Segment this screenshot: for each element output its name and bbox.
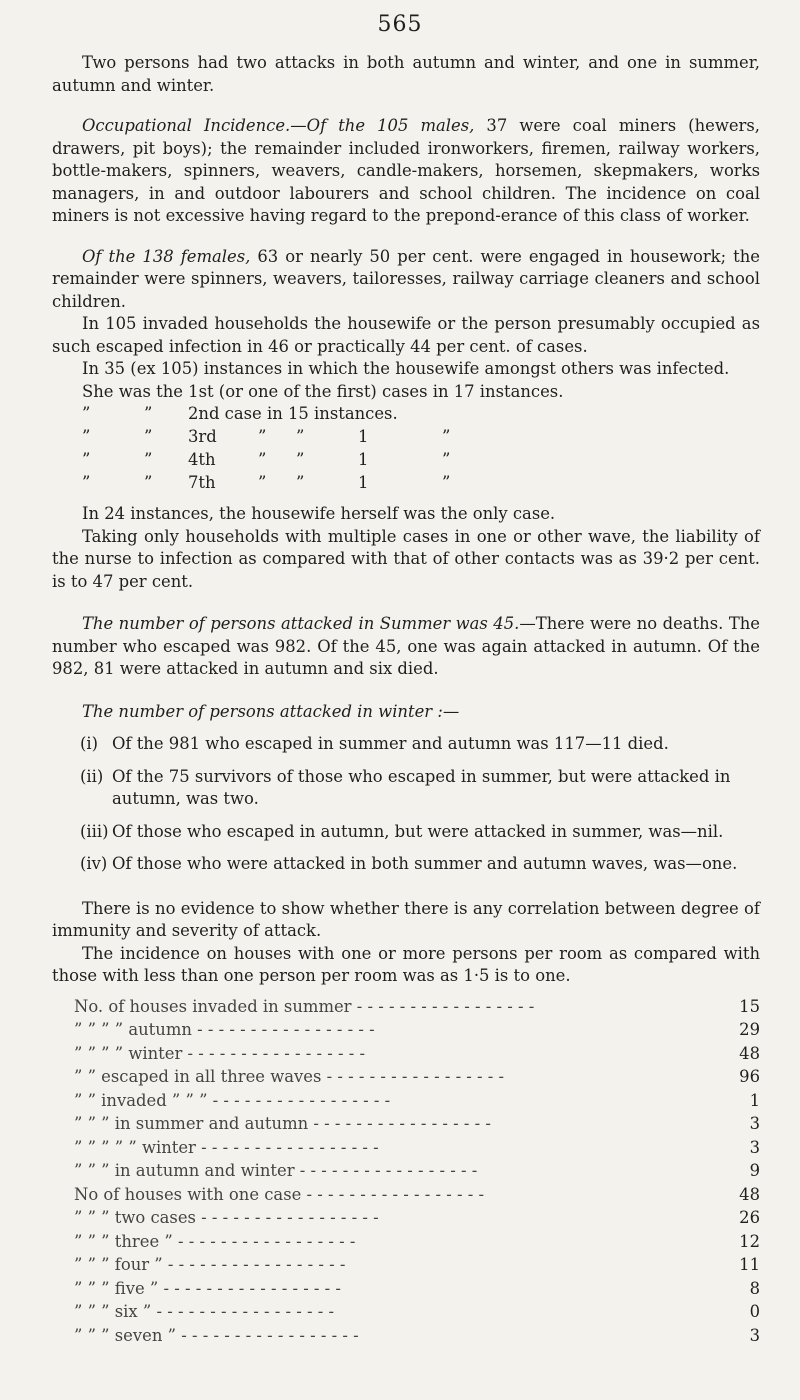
winter-list-item: [52, 821, 760, 844]
case-row-d2: ”: [144, 450, 153, 469]
case-row-cnt: 1: [358, 427, 369, 446]
paragraph-rooms: The incidence on houses with one or more persons per room as compared with those with less than one person per room was as 1·5 is to one.: [52, 943, 760, 985]
table-row-label: ” ” ” two cases - - - - - - - - - - - - - - - - -: [74, 1208, 379, 1227]
table-row: [74, 1301, 760, 1325]
occupational-text: 37 were coal miners (hewers, drawers, pit boys); the remainder included ironworkers, firemen, railway workers, bottle-makers, spinners, weavers, candle-makers, horsemen, skepmakers, works managers, in and outdoor labourers and school children. The incidence on coal miners is not excessive having regard to the prepond-erance of this class of worker.: [52, 116, 761, 225]
table-row-label: No. of houses invaded in summer - - - - - - - - - - - - - - - - -: [74, 996, 535, 1016]
table-row-value: 96: [739, 1067, 760, 1086]
case-row-d1: ”: [82, 450, 91, 469]
winter-item-number: (iii): [80, 821, 109, 841]
winter-list-item: [52, 853, 760, 876]
table-row-value: 15: [739, 996, 760, 1016]
table-row-label: ” ” ” four ” - - - - - - - - - - - - - - - - -: [74, 1255, 346, 1274]
table-row-label: ” ” ” five ” - - - - - - - - - - - - - - - - -: [74, 1278, 341, 1298]
case-row-ord: 7th: [188, 473, 216, 492]
table-row-value: 48: [739, 1043, 760, 1063]
winter-list-item: [52, 766, 760, 811]
table-row-value: 1: [749, 1090, 760, 1110]
table-row-label: ” ” ” ” autumn - - - - - - - - - - - - - - - - -: [74, 1020, 375, 1039]
case-row: [82, 403, 760, 426]
table-row-value: 0: [749, 1302, 760, 1321]
table-row-value: 48: [739, 1184, 760, 1204]
summer-text: —There were no deaths. The number who escaped was 982. Of the 45, one was again attacked in autumn. Of the 982, 81 were attacked in autumn and six died.: [52, 614, 761, 678]
paragraph-occupational: [52, 115, 760, 228]
table-row-label: ” ” escaped in all three waves - - - - - - - - - - - - - - - - -: [74, 1067, 505, 1086]
table-row-value: 9: [749, 1161, 760, 1180]
table-row: [74, 1254, 760, 1278]
paragraph-attacks: Two persons had two attacks in both autumn and winter, and one in summer, autumn and winter.: [52, 53, 760, 95]
houses-table: [52, 996, 760, 1349]
case-row-d3: ”: [258, 427, 267, 446]
table-row: [74, 1207, 760, 1231]
table-row: [74, 1137, 760, 1161]
case-row-d5: ”: [442, 450, 451, 469]
table-row-label: ” ” ” in summer and autumn - - - - - - - - - - - - - - - - -: [74, 1114, 491, 1133]
houses-cases-table: [74, 1184, 760, 1349]
table-row-value: 11: [739, 1255, 760, 1274]
summer-heading: The number of persons attacked in Summer was 45.: [82, 614, 520, 633]
winter-item-text: Of the 981 who escaped in summer and autumn was 117—11 died.: [112, 734, 669, 753]
females-heading: Of the 138 females,: [82, 246, 251, 266]
case-row-d1: ”: [82, 473, 91, 492]
case-row-d4: ”: [296, 427, 305, 446]
page-number: 565: [377, 12, 423, 37]
table-row: [74, 1325, 760, 1349]
table-row-value: 3: [749, 1325, 760, 1345]
table-row: [74, 1278, 760, 1302]
table-row: [74, 996, 760, 1020]
table-row-value: 3: [749, 1137, 760, 1157]
case-row: [82, 472, 760, 495]
winter-heading: The number of persons attacked in winter :—: [82, 701, 460, 721]
paragraph-summer: [52, 613, 760, 681]
case-row-ord: 2nd case in 15 instances.: [188, 404, 398, 423]
winter-item-text: Of the 75 survivors of those who escaped in summer, but were attacked in autumn, was two.: [112, 766, 731, 808]
paragraph-liability: Taking only households with multiple cases in one or other wave, the liability of the nurse to infection as compared with that of other contacts was as 39·2 per cent. is to 47 per cent.: [52, 526, 760, 591]
case-row: [82, 426, 760, 449]
winter-list: [52, 733, 760, 876]
occupational-heading: Occupational Incidence.—Of the 105 males,: [82, 116, 475, 135]
table-row-label: ” ” ” six ” - - - - - - - - - - - - - - - - -: [74, 1302, 334, 1321]
case-row-d5: ”: [442, 427, 451, 446]
table-row-value: 26: [739, 1208, 760, 1227]
table-row: [74, 1160, 760, 1184]
table-row-label: ” ” ” three ” - - - - - - - - - - - - - - - - -: [74, 1231, 356, 1251]
winter-item-number: (iv): [80, 854, 108, 873]
table-row: [74, 1113, 760, 1137]
winter-list-item: [52, 733, 760, 756]
case-row-d4: ”: [296, 450, 305, 469]
case-row-d5: ”: [442, 473, 451, 492]
case-row-cnt: 1: [358, 450, 369, 469]
case-row-d2: ”: [144, 404, 153, 423]
table-row-label: ” ” ” ” winter - - - - - - - - - - - - - - - - -: [74, 1043, 366, 1063]
table-row: [74, 1066, 760, 1090]
case-row-ord: 3rd: [188, 427, 217, 446]
case-row-d2: ”: [144, 473, 153, 492]
table-row-label: ” ” ” ” ” winter - - - - - - - - - - - - - - - - -: [74, 1137, 379, 1157]
table-row-label: ” ” invaded ” ” ” - - - - - - - - - - - - - - - - -: [74, 1090, 391, 1110]
case-row-d3: ”: [258, 473, 267, 492]
table-row-value: 29: [739, 1020, 760, 1039]
table-row-value: 3: [749, 1114, 760, 1133]
winter-item-text: Of those who were attacked in both summer and autumn waves, was—one.: [112, 854, 738, 873]
case-row-d2: ”: [144, 427, 153, 446]
winter-item-text: Of those who escaped in autumn, but were attacked in summer, was—nil.: [112, 821, 724, 841]
table-row-value: 8: [749, 1278, 760, 1298]
body-text-upper: [52, 52, 760, 1348]
table-row-label: No of houses with one case - - - - - - - - - - - - - - - - -: [74, 1184, 485, 1204]
case-row-d1: ”: [82, 427, 91, 446]
paragraph-ex-105: In 35 (ex 105) instances in which the housewife amongst others was infected.: [82, 359, 730, 378]
case-row-d1: ”: [82, 404, 91, 423]
table-row: [74, 1090, 760, 1114]
females-text: 63 or nearly 50 per cent. were engaged in housework; the remainder were spinners, weavers, tailoresses, railway carriage cleaners and school children.: [52, 246, 760, 311]
table-row-label: ” ” ” in autumn and winter - - - - - - - - - - - - - - - - -: [74, 1161, 478, 1180]
case-rows: [52, 403, 760, 495]
table-row: [74, 1043, 760, 1067]
case-row-d3: ”: [258, 450, 267, 469]
paragraph-only-case: In 24 instances, the housewife herself was the only case.: [82, 504, 556, 523]
houses-invaded-table: [74, 996, 760, 1184]
case-row-d4: ”: [296, 473, 305, 492]
paragraph-females: [52, 246, 760, 314]
table-row: [74, 1231, 760, 1255]
winter-item-number: (ii): [80, 766, 104, 786]
table-row: [74, 1019, 760, 1043]
winter-item-number: (i): [80, 734, 99, 753]
case-row-cnt: 1: [358, 473, 369, 492]
table-row-label: ” ” ” seven ” - - - - - - - - - - - - - - - - -: [74, 1325, 359, 1345]
table-row: [74, 1184, 760, 1208]
case-row-ord: 4th: [188, 450, 216, 469]
paragraph-evidence: There is no evidence to show whether there is any correlation between degree of immunity and severity of attack.: [52, 898, 760, 940]
case-row: [82, 449, 760, 472]
table-row-value: 12: [739, 1231, 760, 1251]
paragraph-invaded-households: In 105 invaded households the housewife or the person presumably occupied as such escaped infection in 46 or practically 44 per cent. of cases.: [52, 314, 760, 356]
case-first: She was the 1st (or one of the first) cases in 17 instances.: [82, 381, 564, 401]
